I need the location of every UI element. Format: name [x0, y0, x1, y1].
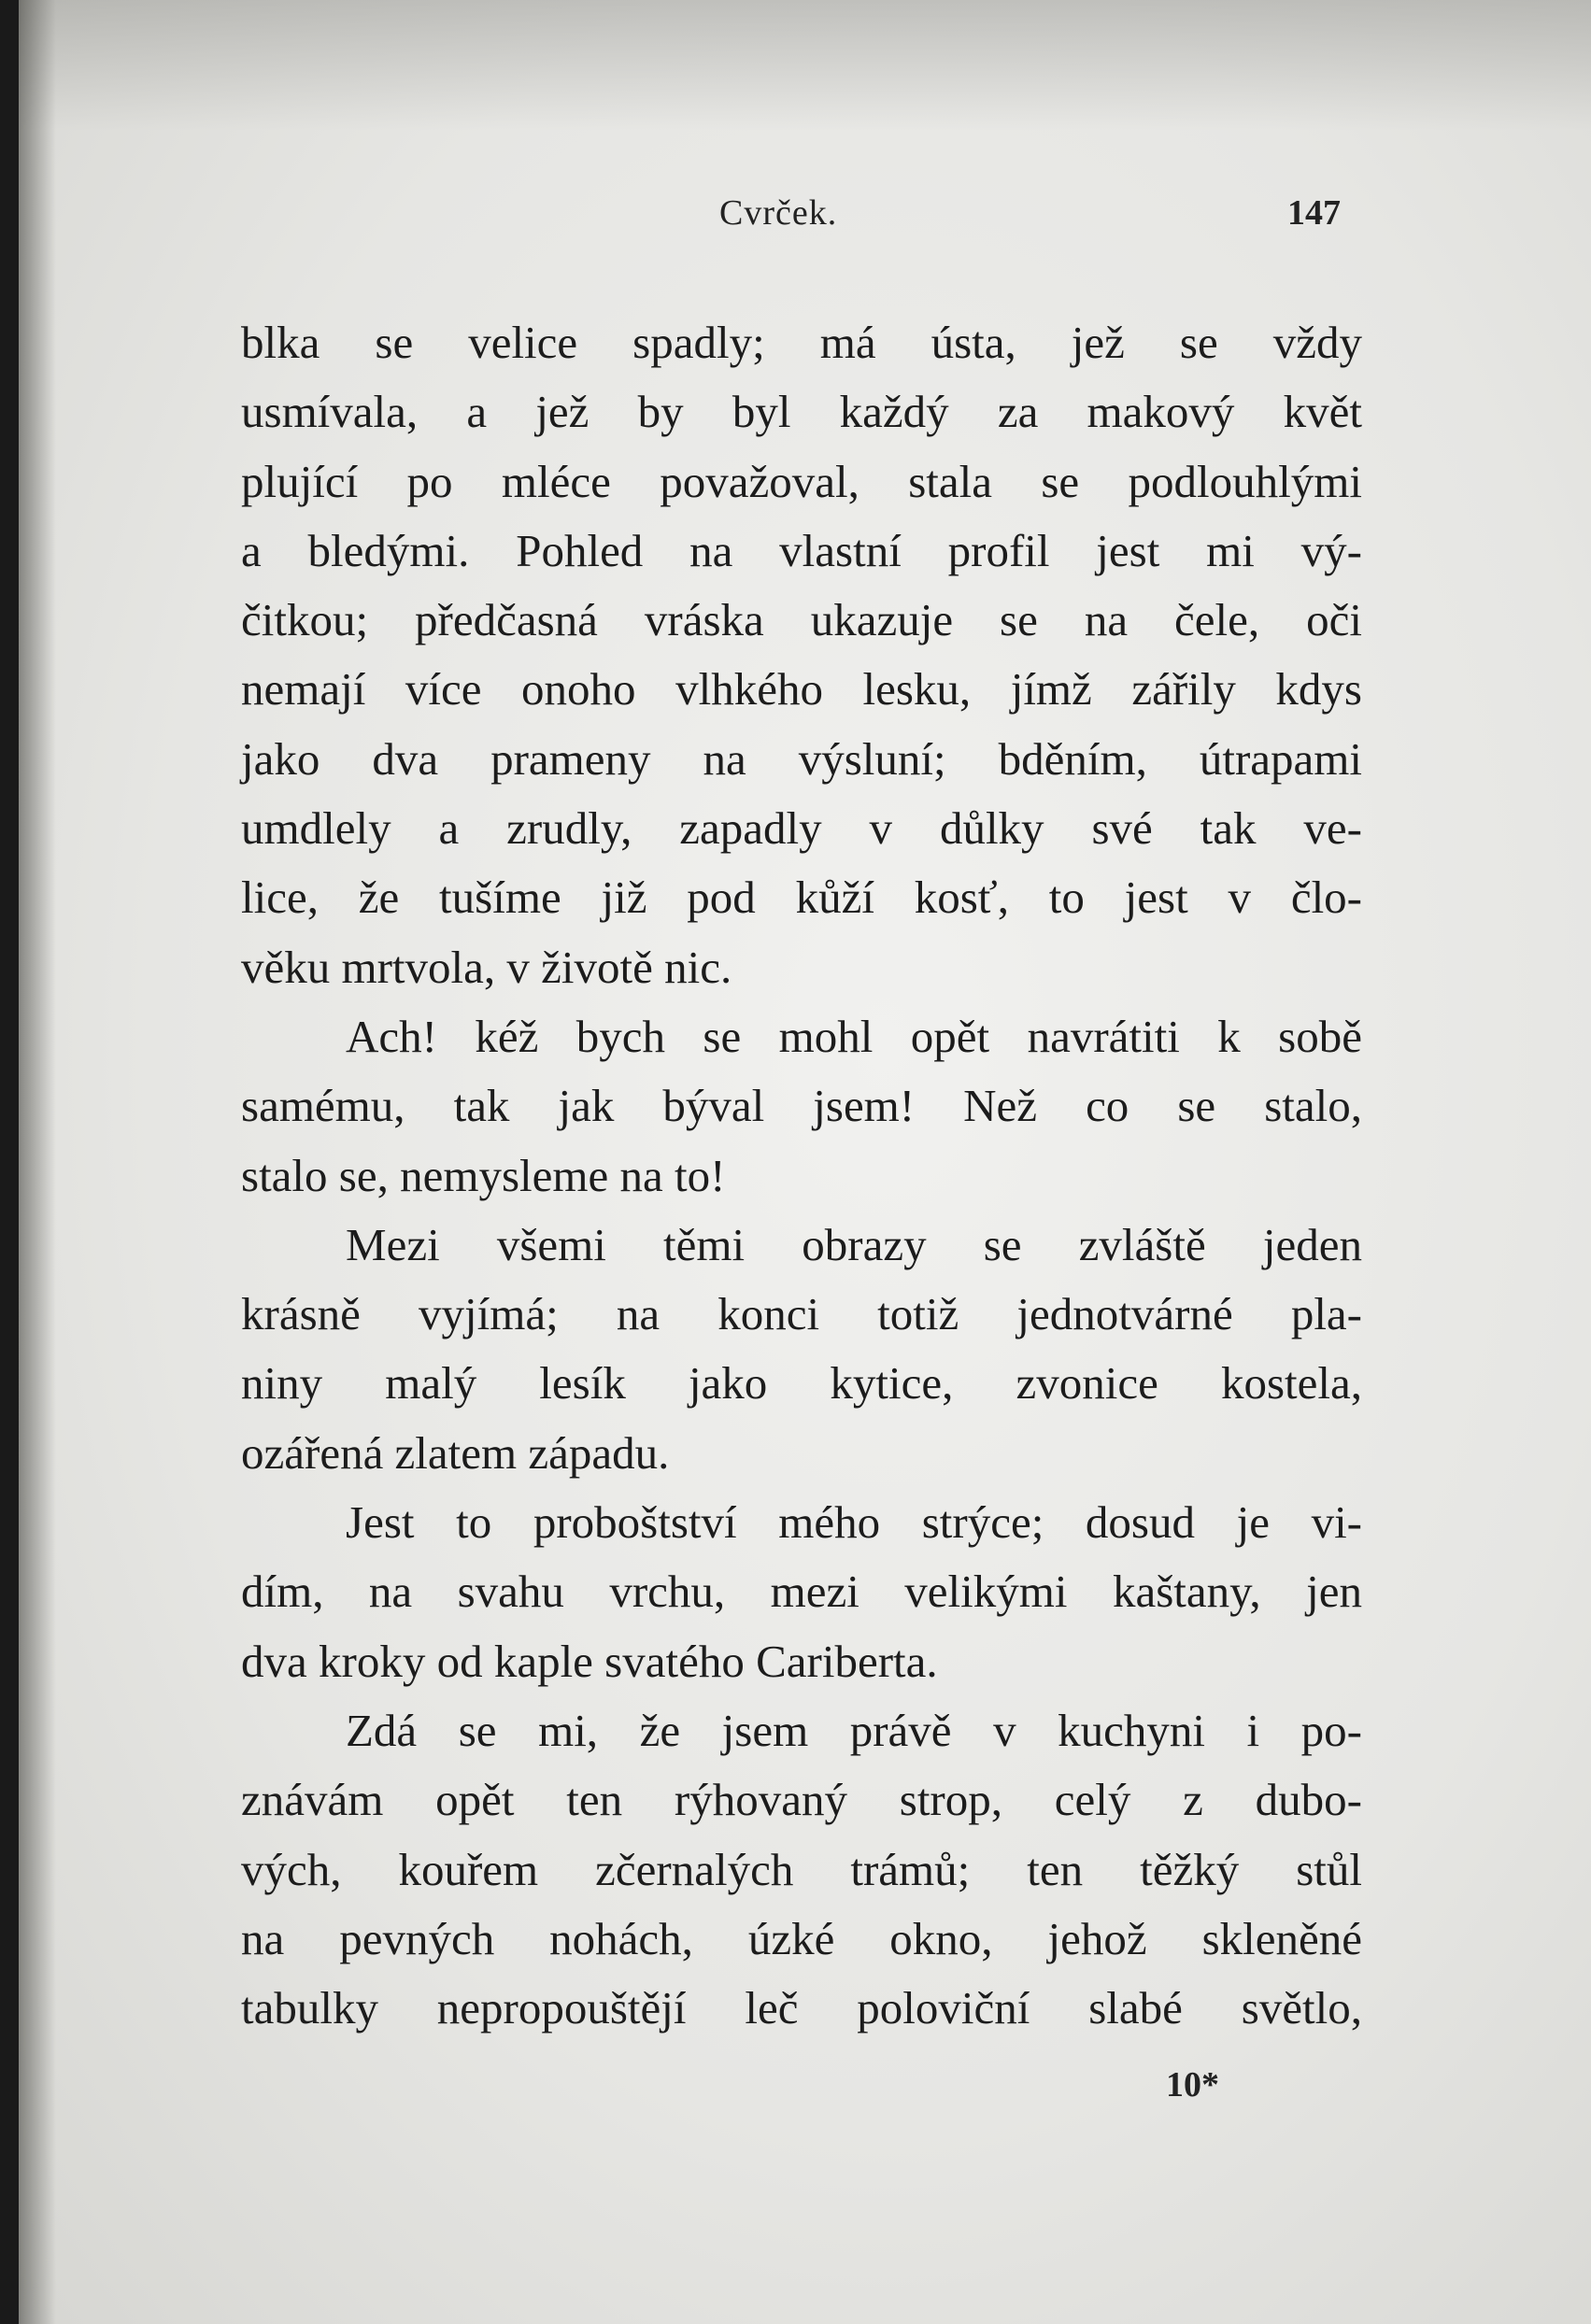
text-line: niny malý lesík jako kytice, zvonice kostela,	[241, 1357, 1362, 1410]
binding-shadow	[19, 0, 56, 2324]
text-line: plující po mléce považoval, stala se podlouhlými	[241, 455, 1362, 507]
text-line: umdlely a zrudly, zapadly v důlky své tak ve-	[241, 802, 1362, 855]
text-line: znávám opět ten rýhovaný strop, celý z dubo-	[241, 1774, 1362, 1826]
text-line: usmívala, a jež by byl každý za makový květ	[241, 386, 1362, 438]
text-line: Ach! kéž bych se mohl opět navrátiti k sobě	[346, 1010, 1362, 1062]
running-title: Cvrček.	[719, 193, 838, 233]
text-line: Jest to proboštství mého strýce; dosud je vi-	[346, 1496, 1362, 1549]
text-line: krásně vyjímá; na konci totiž jednotvárné pla-	[241, 1288, 1362, 1340]
text-line: samému, tak jak býval jsem! Než co se stalo,	[241, 1080, 1362, 1132]
text-line: a bledými. Pohled na vlastní profil jest mi vý-	[241, 524, 1362, 576]
text-line: blka se velice spadly; má ústa, jež se vždy	[241, 317, 1362, 368]
text-line: vých, kouřem zčernalých trámů; ten těžký stůl	[241, 1843, 1362, 1895]
signature-mark: 10*	[1166, 2065, 1219, 2104]
page-header	[19, 192, 1591, 239]
text-line: lice, že tušíme již pod kůží kosť, to jest v člo-	[241, 872, 1362, 924]
text-line: ozářená zlatem západu.	[241, 1426, 670, 1479]
text-line: nemají více onoho vlhkého lesku, jímž zářily kdys	[241, 663, 1362, 716]
body-text	[241, 308, 1362, 2043]
text-line: dva kroky od kaple svatého Cariberta.	[241, 1635, 938, 1687]
text-line: Mezi všemi těmi obrazy se zvláště jeden	[346, 1218, 1362, 1270]
text-line: Zdá se mi, že jsem právě v kuchyni i po-	[346, 1704, 1362, 1756]
text-line: věku mrtvola, v životě nic.	[241, 941, 732, 993]
text-line: tabulky nepropouštějí leč poloviční slabé světlo,	[241, 1982, 1362, 2034]
book-page	[19, 0, 1591, 2324]
text-line: dím, na svahu vrchu, mezi velikými kaštany, jen	[241, 1566, 1362, 1618]
text-line: stalo se, nemysleme na to!	[241, 1149, 726, 1201]
text-line: na pevných nohách, úzké okno, jehož skleněné	[241, 1912, 1362, 1964]
page-number: 147	[1287, 193, 1341, 233]
text-line: jako dva prameny na výsluní; bděním, útrapami	[241, 732, 1362, 785]
text-line: čitkou; předčasná vráska ukazuje se na čele, oči	[241, 594, 1362, 646]
